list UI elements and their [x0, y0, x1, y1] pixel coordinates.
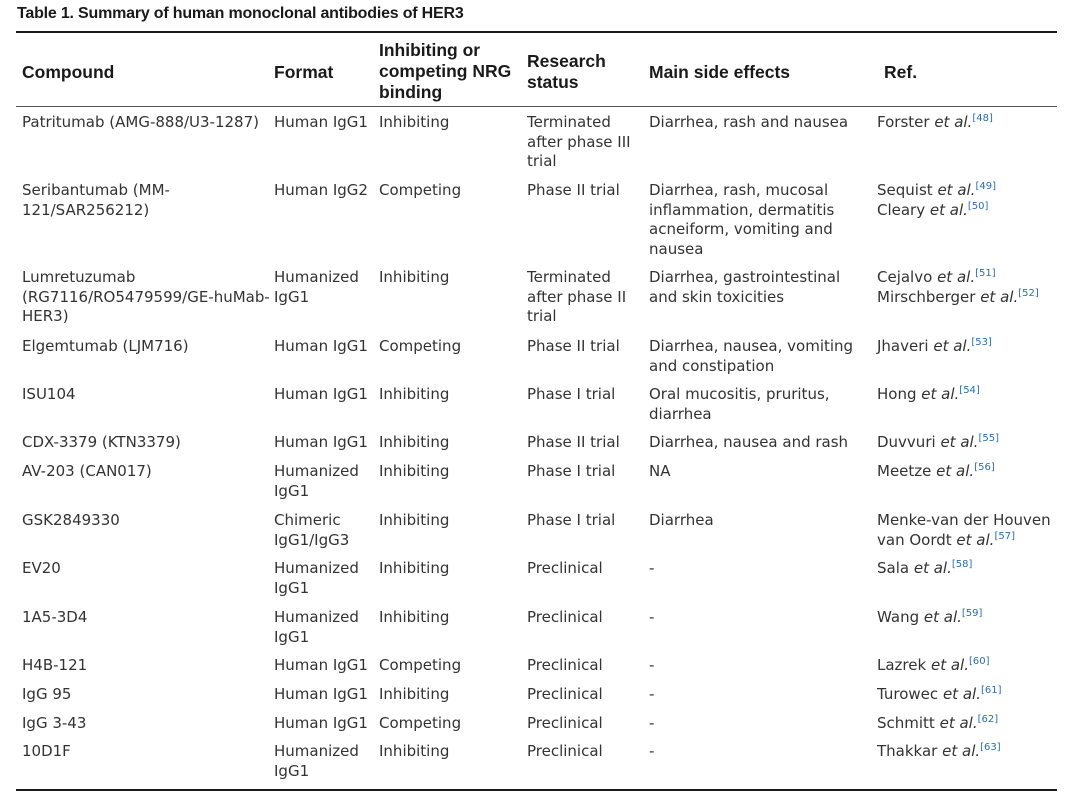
cell-format: Humanized IgG1 [274, 608, 359, 646]
reference-citation-link[interactable]: [49] [975, 181, 996, 192]
cell-nrg: Inhibiting [379, 685, 450, 703]
cell-compound: IgG 95 [22, 685, 72, 703]
reference-citation-link[interactable]: [61] [980, 685, 1002, 696]
cell-nrg: Inhibiting [379, 511, 450, 529]
cell-nrg: Competing [379, 656, 462, 674]
reference-citation-link[interactable]: [59] [961, 608, 983, 619]
cell-ref [877, 337, 1055, 357]
reference-author: Forster [877, 113, 930, 131]
reference-etal: et al. [937, 268, 976, 286]
cell-nrg: Inhibiting [379, 462, 450, 480]
cell-ref [877, 181, 1055, 220]
reference-citation-link[interactable]: [53] [971, 337, 992, 348]
reference-entry [877, 201, 1055, 221]
cell-ref [877, 685, 1055, 705]
cell-effects: - [649, 608, 655, 626]
reference-etal: et al. [923, 608, 962, 626]
cell-effects: Diarrhea, rash, mucosal inflammation, dermatitis acneiform, vomiting and nausea [649, 181, 835, 258]
reference-entry [877, 288, 1055, 308]
reference-etal: et al. [937, 181, 976, 199]
reference-citation-link[interactable]: [48] [972, 113, 993, 124]
reference-entry [877, 433, 1055, 453]
cell-nrg: Inhibiting [379, 742, 450, 760]
cell-format: Human IgG1 [274, 714, 368, 732]
header-rule [16, 106, 1057, 107]
cell-compound: 1A5-3D4 [22, 608, 88, 626]
reference-citation-link[interactable]: [54] [959, 385, 980, 396]
cell-ref [877, 268, 1055, 307]
cell-status: Phase II trial [527, 181, 620, 199]
reference-etal: et al. [939, 714, 978, 732]
header-side-effects: Main side effects [649, 62, 791, 82]
cell-nrg: Competing [379, 337, 462, 355]
header-compound: Compound [22, 62, 115, 82]
cell-status: Phase I trial [527, 511, 616, 529]
reference-citation-link[interactable]: [52] [1018, 287, 1039, 299]
reference-author: Thakkar [877, 742, 938, 760]
cell-format: Human IgG1 [274, 433, 368, 451]
cell-effects: - [649, 656, 655, 674]
cell-ref [877, 511, 1055, 550]
reference-citation-link[interactable]: [55] [978, 433, 999, 444]
cell-effects: NA [649, 462, 671, 480]
reference-etal: et al. [933, 337, 972, 355]
cell-nrg: Competing [379, 181, 462, 199]
reference-etal: et al. [913, 559, 952, 577]
bottom-rule [16, 789, 1057, 791]
reference-entry [877, 462, 1055, 482]
cell-ref [877, 714, 1055, 734]
header-nrg-binding: Inhibiting or competing NRG binding [379, 40, 512, 102]
cell-nrg: Inhibiting [379, 385, 450, 403]
cell-compound: 10D1F [22, 742, 71, 760]
reference-citation-link[interactable]: [57] [994, 530, 1015, 542]
reference-etal: et al. [934, 113, 973, 131]
cell-format: Humanized IgG1 [274, 742, 359, 780]
cell-compound: Patritumab (AMG-888/U3-1287) [22, 113, 259, 131]
reference-etal: et al. [921, 385, 960, 403]
cell-compound: AV-203 (CAN017) [22, 462, 152, 480]
reference-author: Turowec [877, 685, 939, 703]
reference-etal: et al. [980, 287, 1019, 306]
cell-ref [877, 113, 1055, 133]
reference-author: Hong [877, 385, 917, 403]
cell-format: Humanized IgG1 [274, 559, 359, 597]
cell-effects: Diarrhea, nausea, vomiting and constipation [649, 337, 854, 375]
cell-compound: Seribantumab (MM-121/SAR256212) [22, 181, 170, 219]
cell-effects: - [649, 685, 655, 703]
cell-format: Humanized IgG1 [274, 462, 359, 500]
cell-format: Human IgG2 [274, 181, 368, 199]
cell-ref [877, 608, 1055, 628]
reference-citation-link[interactable]: [63] [980, 742, 1001, 753]
reference-author: Sala [877, 559, 910, 577]
cell-format: Human IgG1 [274, 113, 368, 131]
cell-status: Preclinical [527, 685, 603, 703]
reference-citation-link[interactable]: [50] [967, 200, 989, 212]
top-rule [16, 31, 1057, 33]
reference-entry [877, 385, 1055, 405]
cell-compound: Elgemtumab (LJM716) [22, 337, 189, 355]
reference-entry [877, 181, 1055, 201]
cell-status: Preclinical [527, 714, 603, 732]
reference-etal: et al. [936, 462, 975, 480]
reference-author: Mirschberger [877, 287, 976, 306]
cell-ref [877, 433, 1055, 453]
cell-status: Phase II trial [527, 433, 620, 451]
reference-entry [877, 656, 1055, 676]
cell-ref [877, 385, 1055, 405]
cell-status: Preclinical [527, 608, 603, 626]
reference-author: Wang [877, 608, 920, 626]
cell-status: Preclinical [527, 742, 603, 760]
reference-entry [877, 511, 1055, 550]
cell-ref [877, 656, 1055, 676]
cell-effects: - [649, 559, 655, 577]
reference-citation-link[interactable]: [56] [974, 462, 995, 473]
cell-effects: Diarrhea [649, 511, 714, 529]
reference-author: Cejalvo [877, 268, 933, 286]
cell-nrg: Inhibiting [379, 608, 450, 626]
reference-author: Cleary [877, 200, 926, 219]
reference-author: Sequist [877, 181, 933, 199]
cell-status: Preclinical [527, 656, 603, 674]
reference-author: Lazrek [877, 656, 927, 674]
reference-entry [877, 113, 1055, 133]
reference-author: Meetze [877, 462, 932, 480]
reference-entry [877, 559, 1055, 579]
cell-nrg: Inhibiting [379, 268, 450, 286]
cell-effects: Oral mucositis, pruritus, diarrhea [649, 385, 830, 423]
cell-ref [877, 559, 1055, 579]
cell-format: Chimeric IgG1/IgG3 [274, 511, 350, 549]
cell-status: Terminated after phase III trial [527, 113, 631, 170]
header-ref: Ref. [884, 62, 918, 82]
reference-etal: et al. [942, 685, 981, 703]
cell-nrg: Inhibiting [379, 433, 450, 451]
cell-compound: ISU104 [22, 385, 76, 403]
reference-author: Schmitt [877, 714, 935, 732]
reference-citation-link[interactable]: [60] [968, 656, 990, 667]
cell-compound: IgG 3-43 [22, 714, 87, 732]
cell-format: Humanized IgG1 [274, 268, 359, 306]
cell-compound: H4B-121 [22, 656, 88, 674]
cell-status: Terminated after phase II trial [527, 268, 627, 325]
cell-format: Human IgG1 [274, 337, 368, 355]
reference-etal: et al. [956, 530, 995, 549]
table-caption: Table 1. Summary of human monoclonal antibodies of HER3 [17, 5, 464, 22]
header-research-status: Research status [527, 51, 606, 92]
reference-entry [877, 337, 1055, 357]
cell-effects: Diarrhea, nausea and rash [649, 433, 849, 451]
reference-entry [877, 742, 1055, 762]
cell-compound: CDX-3379 (KTN3379) [22, 433, 181, 451]
header-format: Format [274, 62, 334, 82]
cell-format: Human IgG1 [274, 656, 368, 674]
reference-author: Duvvuri [877, 433, 936, 451]
reference-entry [877, 714, 1055, 734]
cell-status: Phase I trial [527, 385, 616, 403]
cell-effects: Diarrhea, gastrointestinal and skin toxicities [649, 268, 841, 306]
reference-entry [877, 608, 1055, 628]
cell-ref [877, 742, 1055, 762]
reference-etal: et al. [929, 200, 968, 219]
cell-effects: - [649, 742, 655, 760]
cell-format: Human IgG1 [274, 385, 368, 403]
cell-nrg: Competing [379, 714, 462, 732]
reference-entry [877, 685, 1055, 705]
reference-citation-link[interactable]: [58] [951, 559, 973, 570]
reference-etal: et al. [930, 656, 969, 674]
cell-format: Human IgG1 [274, 685, 368, 703]
cell-status: Preclinical [527, 559, 603, 577]
cell-effects: - [649, 714, 655, 732]
reference-citation-link[interactable]: [62] [977, 714, 999, 725]
cell-effects: Diarrhea, rash and nausea [649, 113, 849, 131]
reference-etal: et al. [942, 742, 981, 760]
cell-nrg: Inhibiting [379, 113, 450, 131]
cell-ref [877, 462, 1055, 482]
cell-compound: EV20 [22, 559, 61, 577]
reference-citation-link[interactable]: [51] [975, 268, 996, 279]
reference-author: Menke-van der Houven van Oordt [877, 511, 1051, 549]
cell-compound: Lumretuzumab (RG7116/RO5479599/GE-huMab-HER3) [22, 268, 270, 325]
reference-etal: et al. [940, 433, 979, 451]
cell-nrg: Inhibiting [379, 559, 450, 577]
cell-compound: GSK2849330 [22, 511, 120, 529]
cell-status: Phase II trial [527, 337, 620, 355]
cell-status: Phase I trial [527, 462, 616, 480]
reference-entry [877, 268, 1055, 288]
reference-author: Jhaveri [877, 337, 929, 355]
